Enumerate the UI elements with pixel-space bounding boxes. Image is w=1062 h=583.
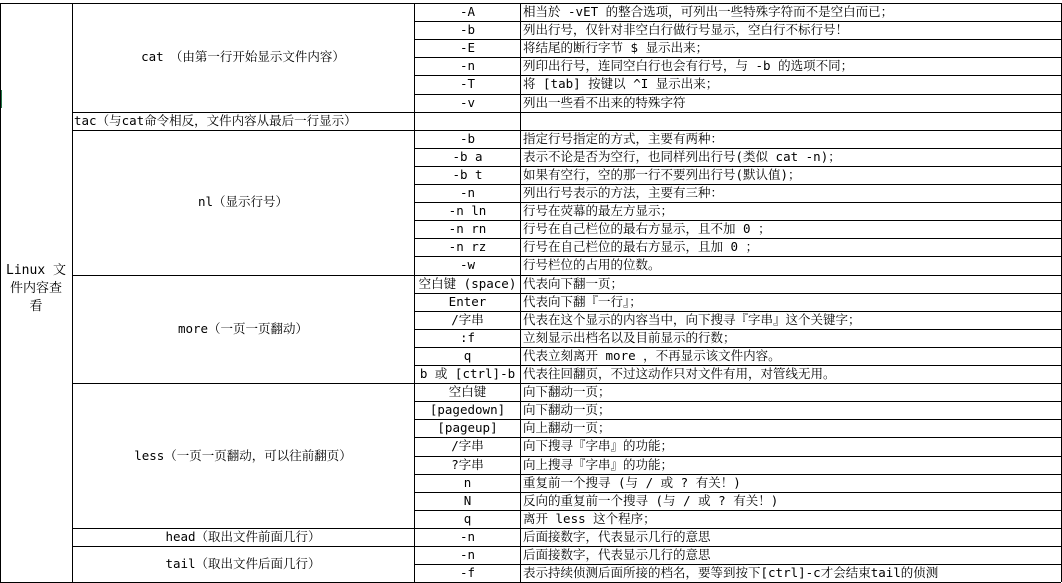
- command-cell: cat （由第一行开始显示文件内容）: [141, 49, 345, 65]
- option-cell: [pagedown]: [429, 402, 506, 418]
- description-cell: 向下翻动一页；: [523, 384, 611, 400]
- column-divider: [520, 3, 521, 582]
- column-divider: [0, 3, 1, 582]
- description-cell: 将 [tab] 按键以 ^I 显示出来；: [523, 76, 719, 92]
- option-cell: -b a: [452, 148, 483, 164]
- description-cell: 列印出行号，连同空白行也会有行号，与 -b 的选项不同；: [523, 58, 854, 74]
- group-divider: [72, 130, 414, 131]
- description-cell: 表示持续侦测后面所接的档名，要等到按下[ctrl]-c才会结束tail的侦测: [523, 565, 939, 581]
- description-cell: 列出行号表示的方法，主要有三种：: [523, 185, 724, 200]
- option-cell: -f: [459, 565, 476, 581]
- description-cell: 相当於 -vET 的整合选项，可列出一些特殊字符而不是空白而已；: [523, 4, 894, 19]
- description-cell: 代表往回翻页，不过这动作只对文件有用，对管线无用。: [523, 366, 836, 381]
- option-cell: N: [463, 492, 472, 508]
- command-cell: tail（取出文件后面几行）: [165, 556, 321, 572]
- option-cell: n: [463, 474, 472, 490]
- description-cell: 将结尾的断行字节 $ 显示出来；: [523, 40, 709, 56]
- category-line: Linux 文: [6, 263, 66, 278]
- option-cell: -b: [459, 22, 476, 38]
- column-divider: [414, 3, 415, 582]
- description-cell: 行号栏位的占用的位数。: [523, 257, 661, 273]
- description-cell: 行号在自己栏位的最右方显示，且加 0 ；: [523, 239, 759, 255]
- description-cell: 代表立刻离开 more ，不再显示该文件内容。: [523, 347, 781, 363]
- description-cell: 反向的重复前一个搜寻 (与 / 或 ? 有关！): [523, 492, 779, 508]
- command-cell: nl（显示行号）: [197, 194, 289, 210]
- option-cell: -E: [459, 40, 476, 56]
- option-cell: -w: [459, 257, 476, 273]
- option-cell: /字串: [451, 438, 484, 454]
- description-cell: 离开 less 这个程序；: [523, 510, 656, 526]
- description-cell: 重复前一个搜寻 (与 / 或 ? 有关！): [523, 474, 741, 490]
- option-cell: -n ln: [448, 203, 487, 219]
- group-divider: [72, 546, 414, 547]
- option-cell: Enter: [448, 293, 487, 309]
- option-cell: ?字串: [451, 456, 484, 472]
- description-cell: 如果有空行，空的那一行不要列出行号(默认值)；: [523, 166, 801, 182]
- description-cell: 后面接数字，代表显示几行的意思: [523, 528, 711, 544]
- option-cell: q: [463, 347, 472, 363]
- description-cell: 行号在自己栏位的最右方显示，且不加 0 ；: [523, 221, 771, 237]
- description-cell: 列出一些看不出来的特殊字符: [523, 94, 686, 110]
- category-line: 件内容查: [9, 281, 62, 296]
- column-divider: [72, 3, 73, 582]
- option-cell: -n rz: [448, 239, 487, 255]
- option-cell: [pageup]: [437, 420, 498, 436]
- option-cell: b 或 [ctrl]-b: [419, 366, 516, 381]
- option-cell: -n: [459, 547, 476, 562]
- option-cell: -n: [459, 58, 476, 74]
- category-label: [0, 262, 72, 316]
- description-cell: 指定行号指定的方式，主要有两种：: [523, 130, 724, 146]
- group-divider: [72, 275, 414, 276]
- option-cell: q: [463, 510, 472, 526]
- option-cell: 空白键 (space): [418, 275, 517, 291]
- description-cell: 代表在这个显示的内容当中，向下搜寻『字串』这个关键字；: [523, 311, 861, 327]
- description-cell: 表示不论是否为空行，也同样列出行号(类似 cat -n)；: [523, 148, 841, 164]
- option-cell: :f: [459, 329, 476, 345]
- group-divider: [72, 383, 414, 384]
- description-cell: 向下翻动一页；: [523, 402, 611, 418]
- option-cell: 空白键: [448, 384, 487, 400]
- description-cell: 向下搜寻『字串』的功能；: [523, 438, 674, 454]
- option-cell: -b: [459, 130, 476, 146]
- description-cell: [521, 112, 1061, 130]
- description-cell: 立刻显示出档名以及目前显示的行数；: [523, 329, 736, 345]
- top-border: [0, 3, 1061, 4]
- option-cell: [415, 112, 520, 130]
- category-line: 看: [29, 299, 43, 314]
- option-cell: -n rn: [448, 221, 487, 237]
- description-cell: 向上搜寻『字串』的功能；: [523, 456, 674, 472]
- description-cell: 代表向下翻『一行』；: [523, 293, 642, 309]
- option-cell: /字串: [451, 311, 484, 327]
- option-cell: -T: [459, 76, 476, 92]
- command-cell: more（一页一页翻动）: [177, 320, 309, 336]
- option-cell: -b t: [452, 166, 483, 182]
- option-cell: -A: [459, 4, 476, 19]
- option-cell: -n: [459, 185, 476, 200]
- command-cell: head（取出文件前面几行）: [165, 528, 321, 544]
- description-cell: 代表向下翻一页；: [523, 275, 624, 291]
- description-cell: 行号在荧幕的最左方显示；: [523, 203, 674, 219]
- option-cell: -n: [459, 528, 476, 544]
- command-cell: less（一页一页翻动，可以往前翻页）: [134, 447, 352, 463]
- option-cell: -v: [459, 94, 476, 110]
- description-cell: 列出行号，仅针对非空白行做行号显示，空白行不标行号！: [523, 22, 849, 38]
- description-cell: 后面接数字，代表显示几行的意思: [523, 547, 711, 562]
- description-cell: 向上翻动一页；: [523, 420, 611, 436]
- command-cell: tac（与cat命令相反，文件内容从最后一行显示）: [74, 112, 357, 128]
